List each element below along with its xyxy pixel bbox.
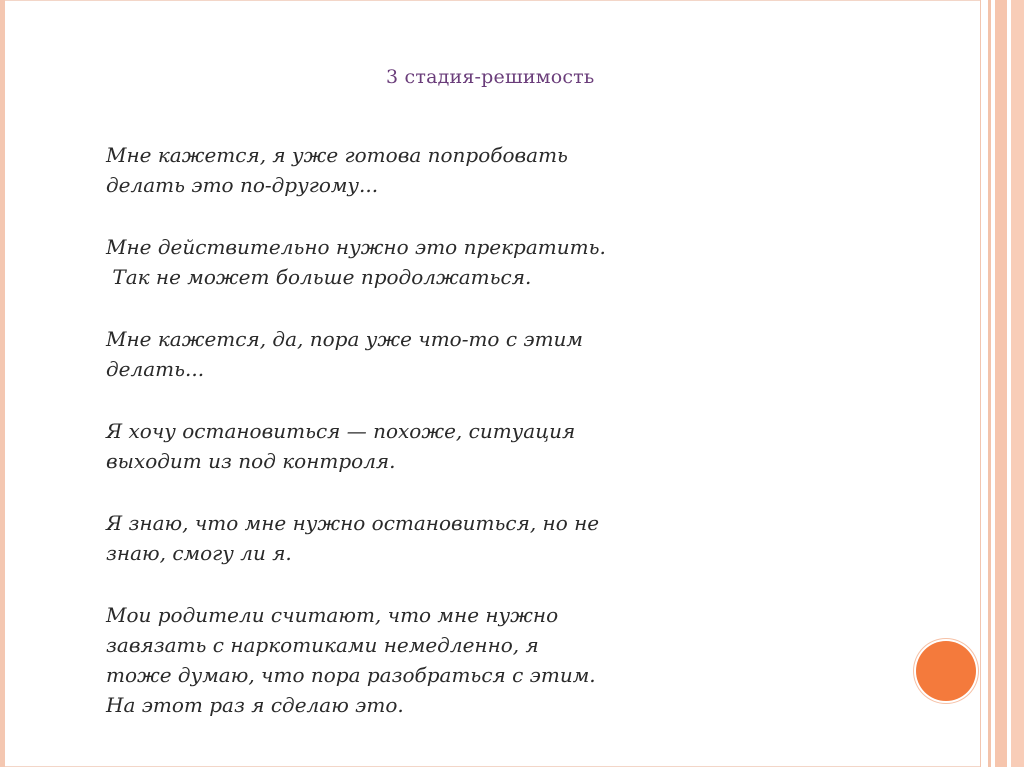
paragraph-2 bbox=[106, 232, 706, 292]
slide-title: 3 стадия-решимость bbox=[386, 66, 595, 88]
paragraph-5 bbox=[106, 508, 706, 568]
paragraph-line: Так не может больше продолжаться. bbox=[106, 265, 532, 289]
paragraph-line: делать... bbox=[106, 357, 205, 381]
left-border bbox=[0, 0, 5, 767]
slide-body bbox=[106, 140, 706, 752]
paragraph-1 bbox=[106, 140, 706, 200]
paragraph-4 bbox=[106, 416, 706, 476]
paragraph-line: знаю, смогу ли я. bbox=[106, 541, 292, 565]
paragraph-3 bbox=[106, 324, 706, 384]
paragraph-line: делать это по-другому... bbox=[106, 173, 379, 197]
paragraph-6 bbox=[106, 600, 706, 720]
paragraph-line: Мне кажется, да, пора уже что-то с этим bbox=[106, 327, 584, 351]
paragraph-line: Я хочу остановиться — похоже, ситуация bbox=[106, 419, 576, 443]
paragraph-line: Мне действительно нужно это прекратить. bbox=[106, 235, 606, 259]
paragraph-line: Мои родители считают, что мне нужно bbox=[106, 603, 559, 627]
paragraph-line: Я знаю, что мне нужно остановиться, но не bbox=[106, 511, 600, 535]
paragraph-line: На этот раз я сделаю это. bbox=[106, 693, 404, 717]
right-decorative-stripes bbox=[980, 0, 1024, 767]
paragraph-line: тоже думаю, что пора разобраться с этим. bbox=[106, 663, 596, 687]
frame-top-line bbox=[5, 0, 980, 1]
paragraph-line: завязать с наркотиками немедленно, я bbox=[106, 633, 539, 657]
paragraph-line: выходит из под контроля. bbox=[106, 449, 396, 473]
orange-circle-decoration bbox=[916, 641, 976, 701]
paragraph-line: Мне кажется, я уже готова попробовать bbox=[106, 143, 568, 167]
